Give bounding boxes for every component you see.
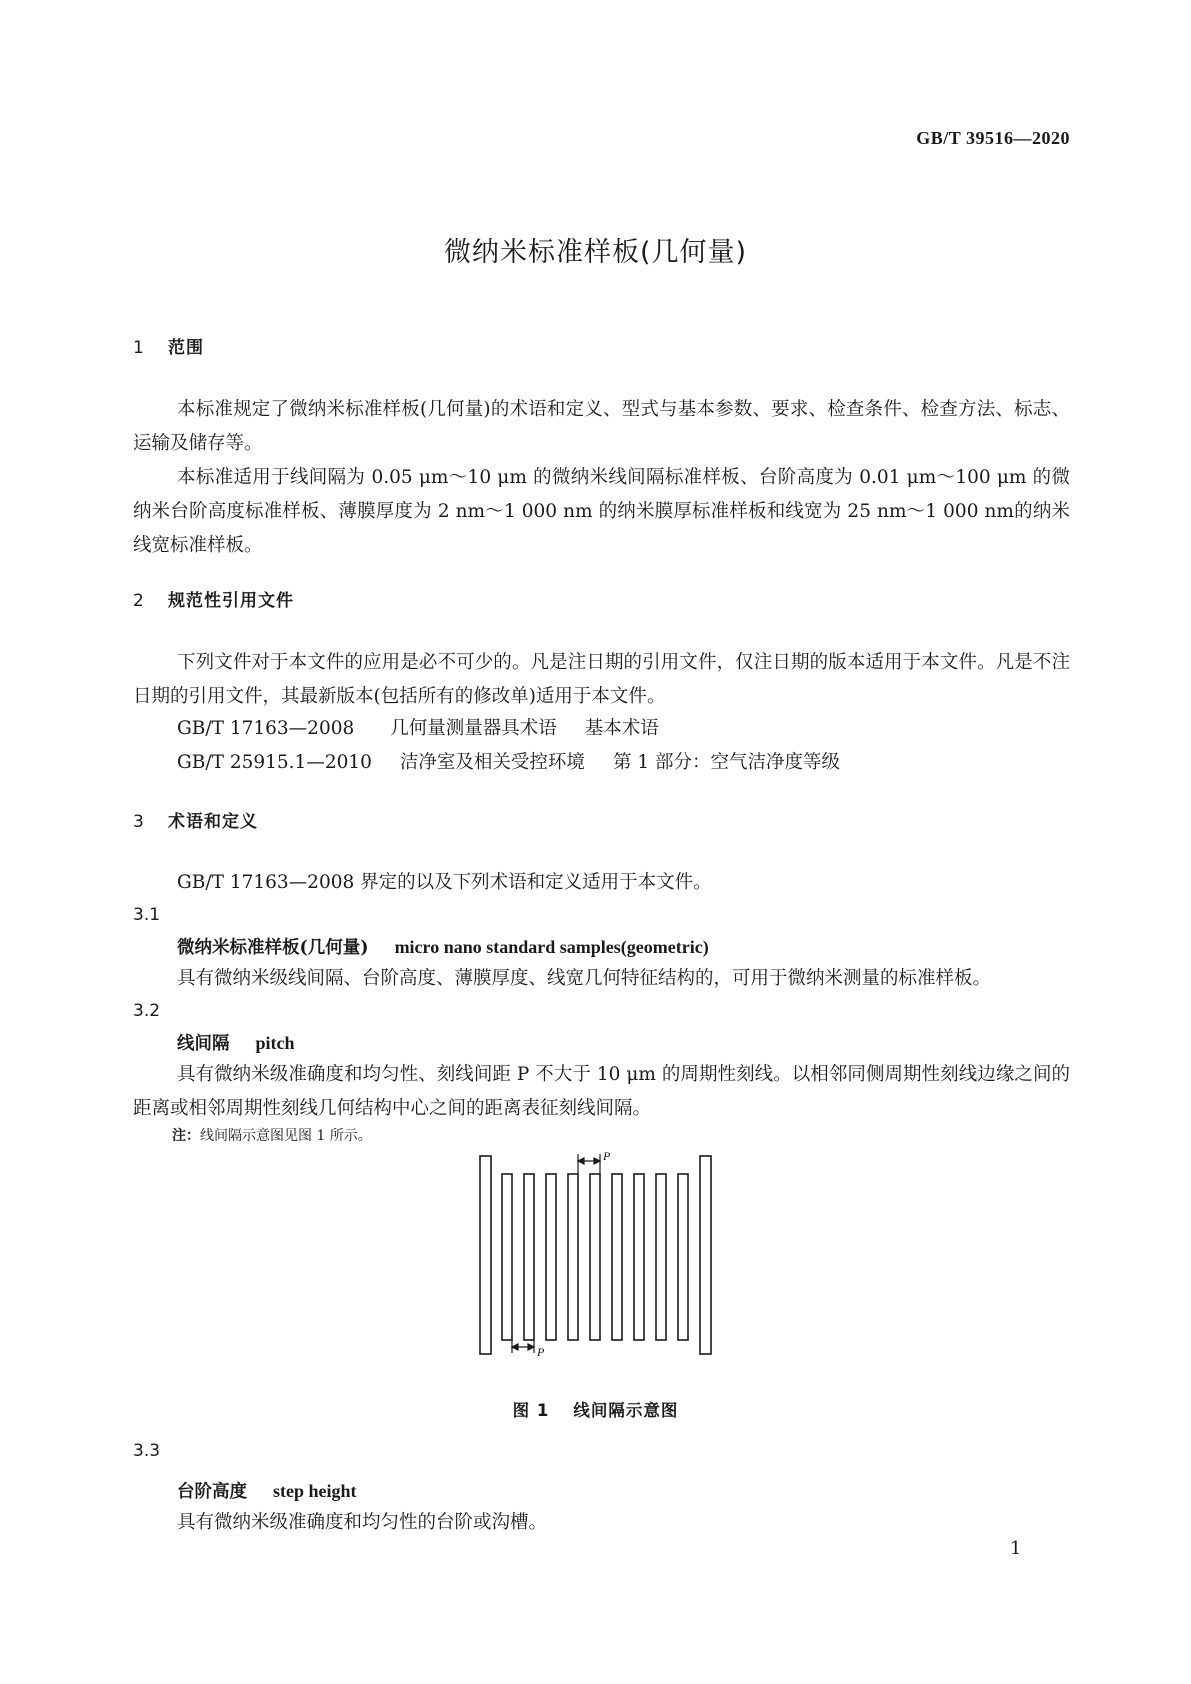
clause-number: 3.1	[133, 905, 161, 925]
grating-line	[568, 1174, 578, 1340]
section-number: 2	[133, 591, 145, 611]
figure-caption	[0, 1397, 1191, 1421]
terms-intro: GB/T 17163—2008 界定的以及下列术语和定义适用于本文件。	[177, 872, 712, 893]
section-1-heading	[133, 333, 204, 358]
normative-refs-paragraph: 下列文件对于本文件的应用是必不可少的。凡是注日期的引用文件，仅注日期的版本适用于本文件。凡是不注日期的引用文件，其最新版本(包括所有的修改单)适用于本文件。	[133, 652, 1070, 707]
grating-line	[656, 1174, 666, 1340]
pitch-dimension-top	[578, 1154, 600, 1174]
document-title: 微纳米标准样板(几何量)	[443, 237, 748, 268]
grating-line	[546, 1174, 556, 1340]
term-zh: 微纳米标准样板(几何量)	[177, 938, 369, 958]
reference-item	[177, 748, 840, 774]
grating-line	[590, 1174, 600, 1340]
term-en: pitch	[255, 1033, 295, 1053]
outer-left-bar	[480, 1156, 491, 1354]
reference-title: 几何量测量器具术语	[390, 718, 557, 739]
reference-subtitle: 第 1 部分：空气洁净度等级	[612, 752, 840, 773]
pitch-label-top: P	[603, 1149, 611, 1163]
term-entry	[177, 1030, 295, 1055]
section-2-heading	[133, 586, 294, 611]
section-title: 规范性引用文件	[168, 591, 294, 611]
term-definition: 具有微纳米级准确度和均匀性、刻线间距 P 不大于 10 μm 的周期性刻线。以相邻同侧周期性刻线边缘之间的距离或相邻周期性刻线几何结构中心之间的距离表征刻线间隔。	[133, 1064, 1070, 1119]
grating-line	[524, 1174, 534, 1340]
standard-number: GB/T 39516—2020	[916, 128, 1070, 148]
figure-title: 线间隔示意图	[573, 1401, 679, 1420]
grating-line	[612, 1174, 622, 1340]
term-en: micro nano standard samples(geometric)	[394, 937, 709, 957]
section-3-heading	[133, 807, 258, 832]
term-en: step height	[273, 1481, 357, 1501]
pitch-diagram	[470, 1148, 730, 1360]
reference-subtitle: 基本术语	[584, 718, 659, 739]
note	[172, 1125, 372, 1145]
section-number: 3	[133, 812, 145, 832]
pitch-dimension-bottom	[512, 1340, 534, 1353]
reference-code: GB/T 25915.1—2010	[177, 752, 372, 773]
term-definition: 具有微纳米级线间隔、台阶高度、薄膜厚度、线宽几何特征结构的，可用于微纳米测量的标准样板。	[177, 968, 992, 989]
note-text: 线间隔示意图见图 1 所示。	[200, 1128, 372, 1144]
pitch-label-bottom: P	[537, 1345, 545, 1359]
scope-paragraph-2: 本标准适用于线间隔为 0.05 μm～10 μm 的微纳米线间隔标准样板、台阶高度为 0.01 μm～100 μm 的微纳米台阶高度标准样板、薄膜厚度为 2 nm～1 000 nm 的纳米膜厚标准样板和线宽为 25 nm～1 000 nm的纳米线宽标准样板。	[133, 467, 1070, 556]
section-title: 术语和定义	[168, 812, 258, 832]
term-entry	[177, 1478, 357, 1503]
clause-number: 3.2	[133, 1001, 161, 1021]
clause-number: 3.3	[133, 1441, 161, 1461]
term-zh: 线间隔	[177, 1034, 230, 1054]
outer-right-bar	[700, 1156, 711, 1354]
grating-line	[634, 1174, 644, 1340]
grating-line	[678, 1174, 688, 1340]
term-zh: 台阶高度	[177, 1482, 247, 1502]
term-definition: 具有微纳米级准确度和均匀性的台阶或沟槽。	[177, 1512, 548, 1533]
grating-line	[502, 1174, 512, 1340]
note-label: 注：	[172, 1128, 200, 1144]
figure-number: 图 1	[512, 1401, 550, 1420]
page-number: 1	[1010, 1538, 1022, 1559]
scope-paragraph-1: 本标准规定了微纳米标准样板(几何量)的术语和定义、型式与基本参数、要求、检查条件、检查方法、标志、运输及储存等。	[133, 399, 1070, 454]
section-number: 1	[133, 338, 145, 358]
reference-code: GB/T 17163—2008	[177, 718, 355, 739]
reference-item	[177, 714, 659, 740]
term-entry	[177, 934, 709, 959]
section-title: 范围	[168, 338, 204, 358]
reference-title: 洁净室及相关受控环境	[399, 752, 585, 773]
